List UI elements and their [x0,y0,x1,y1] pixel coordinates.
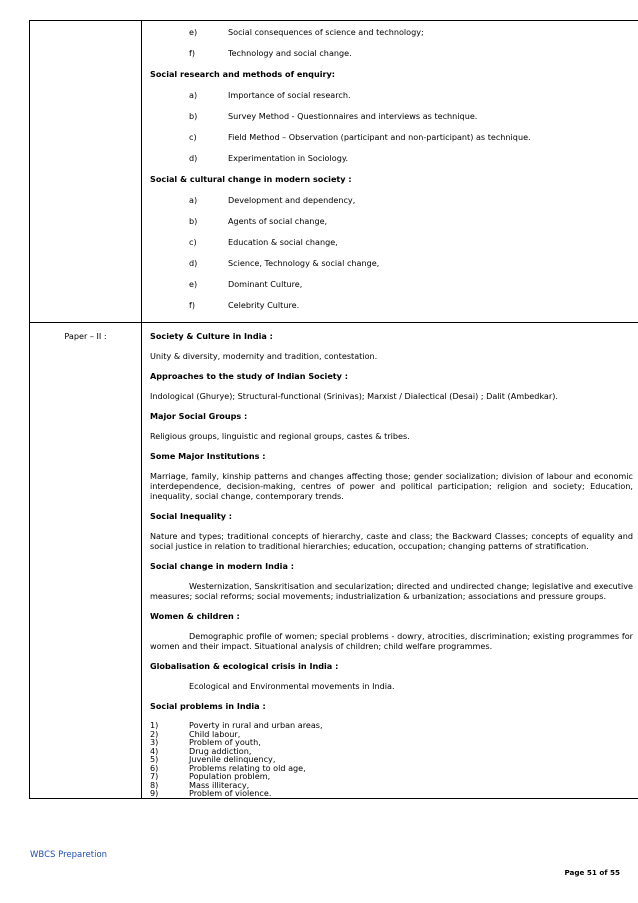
left-cell-paper-label [30,323,142,799]
list-item: f) Celebrity Culture. [189,300,300,310]
paragraph: Unity & diversity, modernity and tradition, contestation. [150,351,378,361]
right-cell-paper-2 [142,323,638,799]
list-item: 6) Problems relating to old age, [150,762,306,773]
heading-globalisation: Globalisation & ecological crisis in India : [150,661,339,671]
heading-research: Social research and methods of enquiry: [150,69,335,79]
page-number: Page 51 of 55 [564,868,620,877]
paragraph: Westernization, Sanskritisation and secularization; directed and undirected change; legislative and executive measures; social reforms; social movements; industrialization & urbanization; associations and pressure groups. [150,581,633,601]
paper-label: Paper – II : [64,331,107,341]
heading-institutions: Some Major Institutions : [150,451,266,461]
list-item: 5) Juvenile delinquency, [150,754,276,764]
list-item: b) Agents of social change, [189,216,328,226]
list-item: e) Dominant Culture, [189,279,303,289]
list-item: 3) Problem of youth, [150,737,261,747]
list-item: d) Experimentation in Sociology. [189,153,349,163]
heading-inequality: Social Inequality : [150,511,233,521]
list-item: 9) Problem of violence. [150,788,272,798]
paragraph: Religious groups, linguistic and regional groups, castes & tribes. [150,431,410,441]
footer-brand-link[interactable]: WBCS Preparetion [30,850,108,860]
list-item: e) Social consequences of science and technology; [189,27,424,37]
list-item: c) Field Method – Observation (participant and non-participant) as technique. [189,132,531,142]
list-item: a) Development and dependency, [189,195,356,205]
paragraph: Marriage, family, kinship patterns and changes affecting those; gender socialization; division of labour and economic interdependence, decision-making, centres of power and political participation; religion and society; Education, inequality, social change, contemporary trends. [150,471,633,501]
left-cell-empty [30,21,142,323]
paragraph: Indological (Ghurye); Structural-functional (Srinivas); Marxist / Dialectical (Desai) ; Dalit (Ambedkar). [150,391,558,401]
paragraph: Demographic profile of women; special problems - dowry, atrocities, discrimination; existing programmes for women and their impact. Situational analysis of children; child welfare programmes. [150,631,633,651]
heading-approaches: Approaches to the study of Indian Society : [150,371,349,381]
syllabus-table [29,20,638,799]
right-cell-sociology-1 [142,21,638,323]
list-item: b) Survey Method - Questionnaires and interviews as technique. [189,111,478,121]
heading-society-culture: Society & Culture in India : [150,331,273,341]
heading-social-groups: Major Social Groups : [150,411,248,421]
list-item: c) Education & social change, [189,237,338,247]
list-item: 7) Population problem, [150,771,271,781]
list-item: f) Technology and social change. [189,48,352,58]
section-row-1 [30,21,638,323]
heading-social-problems: Social problems in India : [150,701,266,711]
heading-women-children: Women & children : [150,611,240,621]
list-item: d) Science, Technology & social change, [189,258,380,268]
section-row-2 [30,323,638,799]
list-item: 4) Drug addiction, [150,745,252,756]
heading-cultural-change: Social & cultural change in modern society : [150,174,352,184]
list-item: 2) Child labour, [150,728,241,739]
paragraph: Nature and types; traditional concepts of hierarchy, caste and class; the Backward Classes; concepts of equality and social justice in relation to traditional hierarchies; education, occupation; changing patterns of stratification. [150,531,633,551]
problems-list [150,721,633,798]
list-item: a) Importance of social research. [189,90,351,100]
heading-social-change-india: Social change in modern India : [150,561,294,571]
paragraph: Ecological and Environmental movements in India. [189,681,395,691]
list-item: 8) Mass illiteracy, [150,779,250,790]
list-item: 1) Poverty in rural and urban areas, [150,720,323,730]
